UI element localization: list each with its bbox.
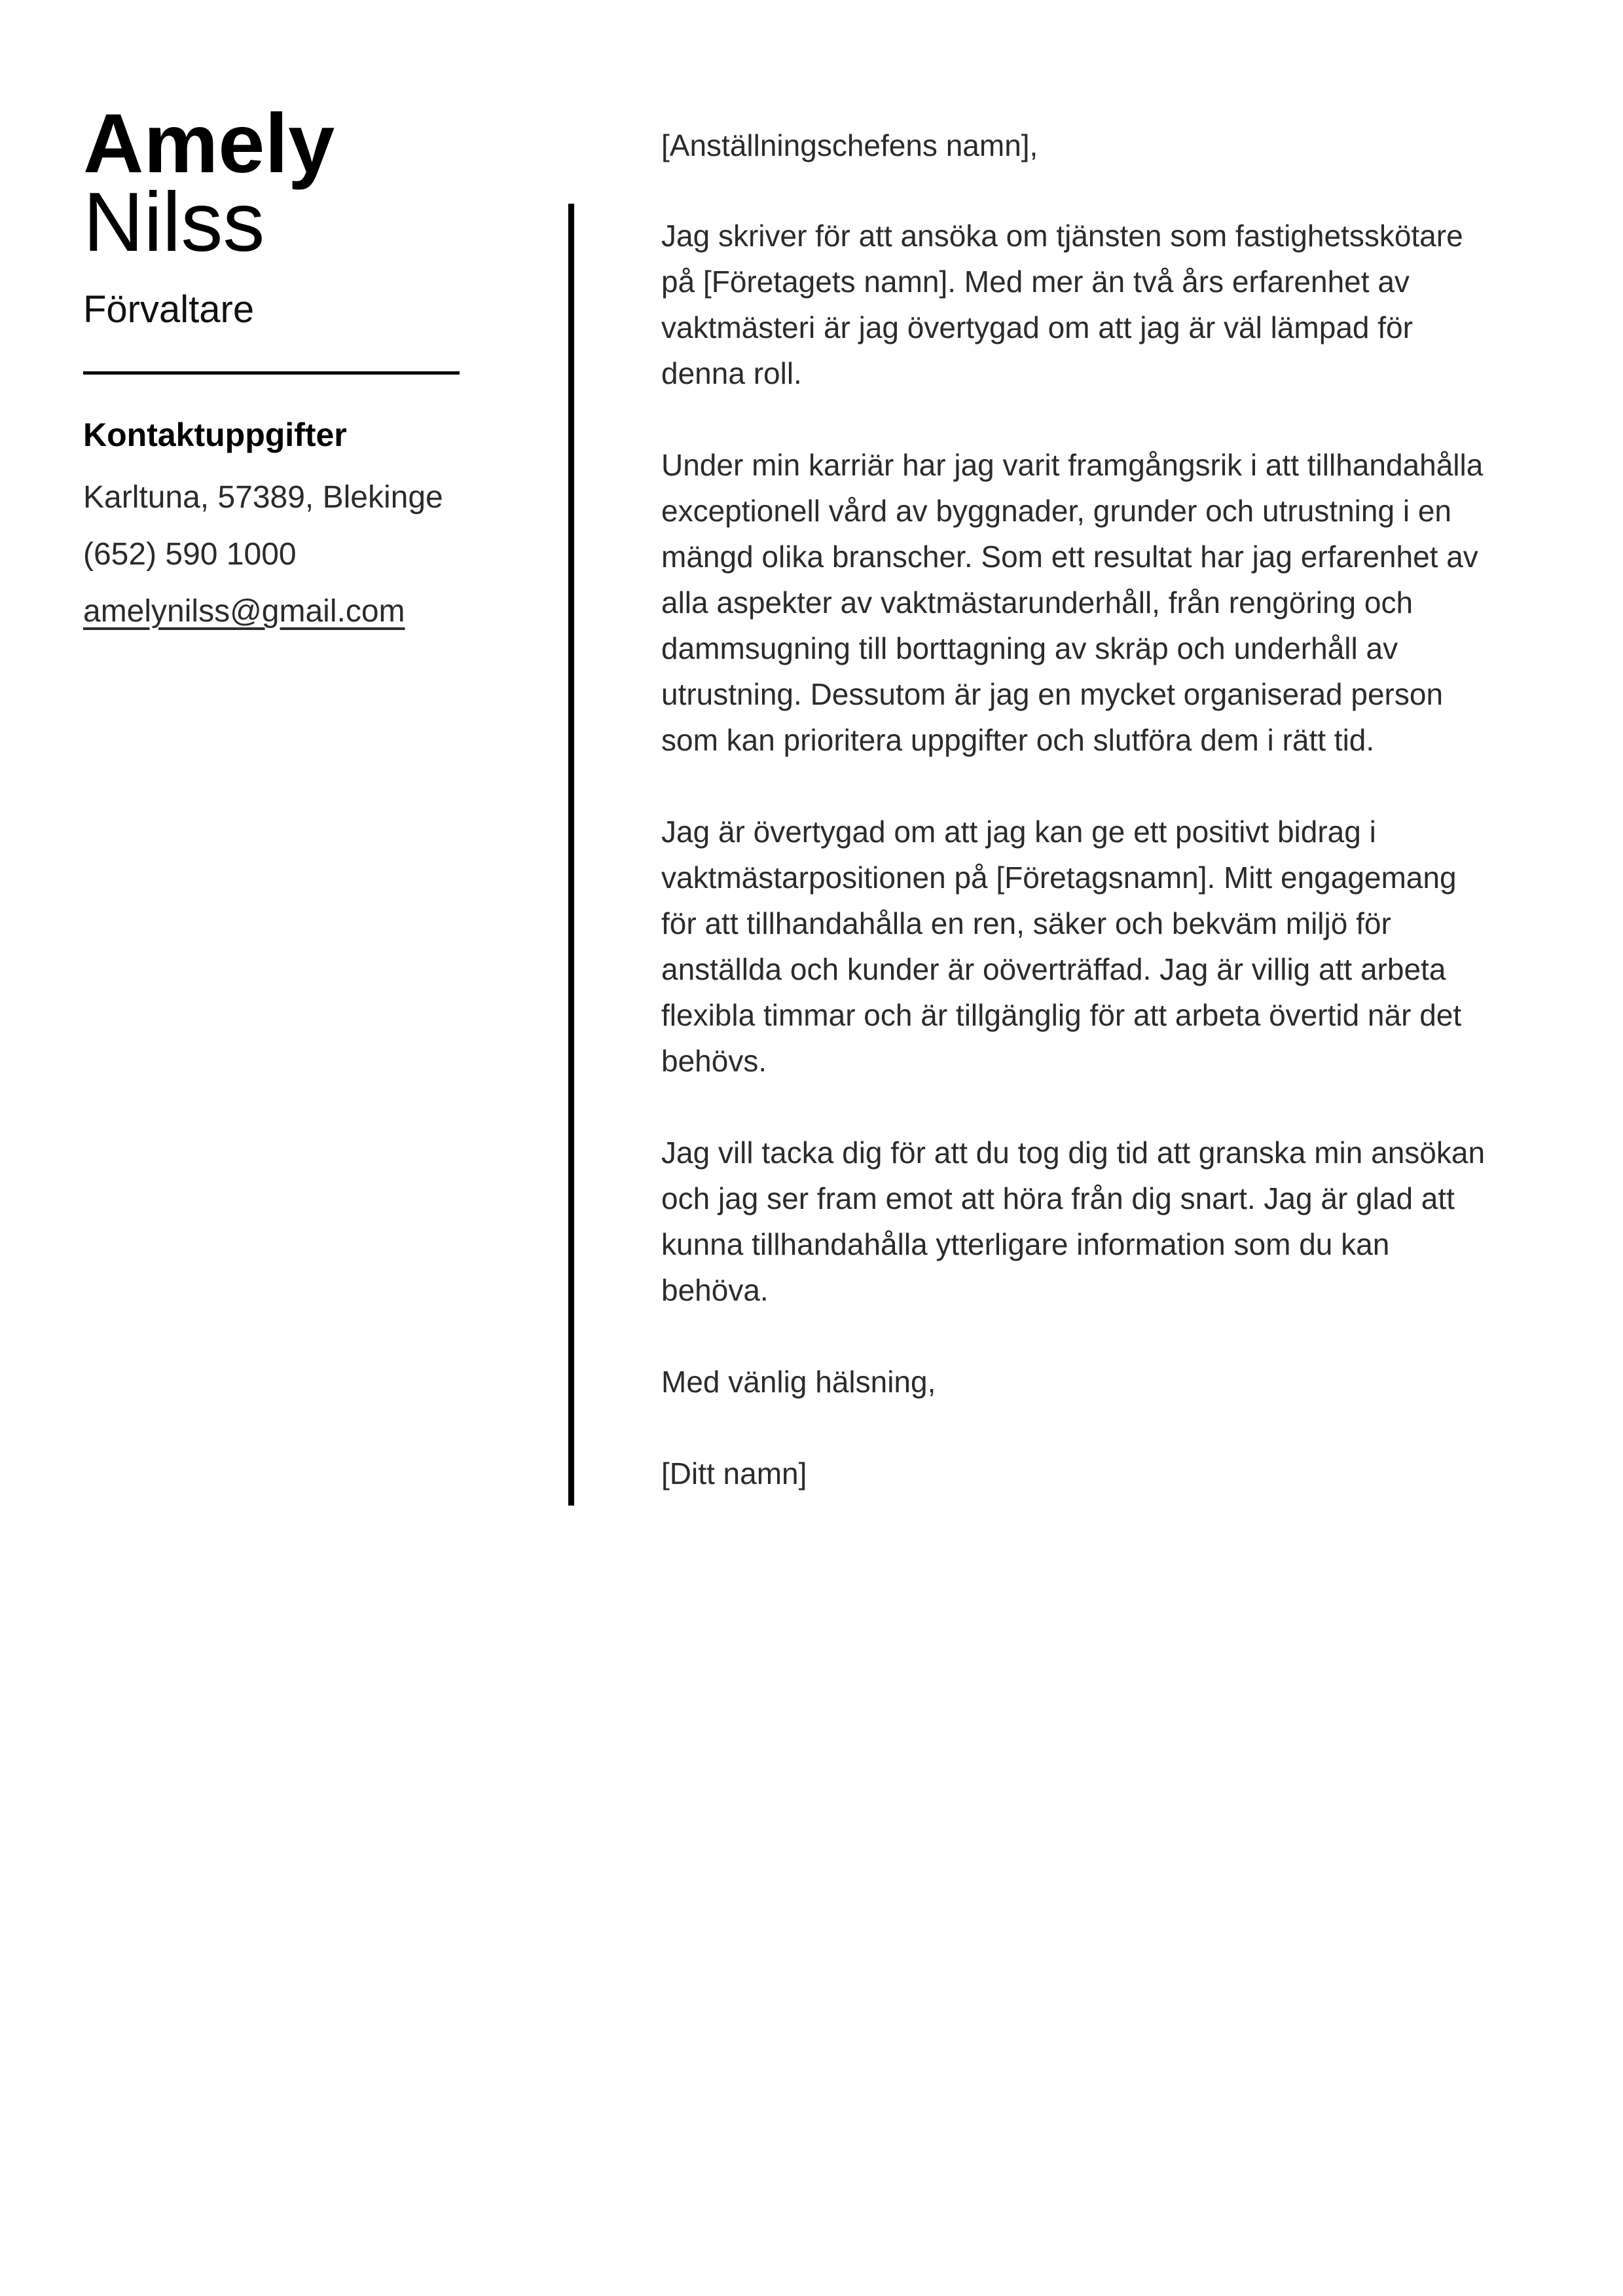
letter-paragraph: Jag är övertygad om att jag kan ge ett positivt bidrag i vaktmästarpositionen på [Företagsnamn]. Mitt engagemang för att tillhandahålla en ren, säker och bekväm miljö för anställda och kunder är oöverträffad. Jag är villig att arbeta flexibla timmar och är tillgänglig för att arbeta övertid när det behövs. xyxy=(661,815,1462,1078)
email-link[interactable]: amelynilss@gmail.com xyxy=(83,594,405,629)
job-title: Förvaltare xyxy=(83,288,255,331)
letter-signature: [Ditt namn] xyxy=(661,1456,807,1491)
letter-closing: Med vänlig hälsning, xyxy=(661,1365,936,1399)
letter-paragraph: Jag vill tacka dig för att du tog dig tid att granska min ansökan och jag ser fram emot att höra från dig snart. Jag är glad att kunna tillhandahålla ytterligare information som du kan behöva. xyxy=(661,1136,1486,1307)
letter-paragraph: Under min karriär har jag varit framgångsrik i att tillhandahålla exceptionell vård av byggnader, grunder och utrustning i en mängd olika branscher. Som ett resultat har jag erfarenhet av alla aspekter av vaktmästarunderhåll, från rengöring och dammsugning till borttagning av skräp och underhåll av utrustning. Dessutom är jag en mycket organiserad person som kan prioritera uppgifter och slutföra dem i rätt tid. xyxy=(661,448,1484,757)
sidebar xyxy=(83,97,541,640)
contact-address: Karltuna, 57389, Blekinge xyxy=(83,480,443,515)
contact-heading: Kontaktuppgifter xyxy=(83,417,347,453)
contact-phone: (652) 590 1000 xyxy=(83,537,297,572)
letter-paragraph: Jag skriver för att ansöka om tjänsten som fastighetsskötare på [Företagets namn]. Med mer än två års erfarenhet av vaktmästeri är jag övertygad om att jag är väl lämpad för denna roll. xyxy=(661,219,1463,390)
contact-list xyxy=(83,469,541,640)
sidebar-divider xyxy=(83,371,460,375)
letter-column xyxy=(568,122,1499,1506)
candidate-last-name: Nilss xyxy=(83,176,265,269)
contact-email xyxy=(83,583,541,640)
letter-greeting: [Anställningschefens namn], xyxy=(661,128,1038,162)
letter-body xyxy=(568,204,1493,1506)
candidate-first-name: Amely xyxy=(83,97,335,191)
candidate-name xyxy=(83,97,541,269)
